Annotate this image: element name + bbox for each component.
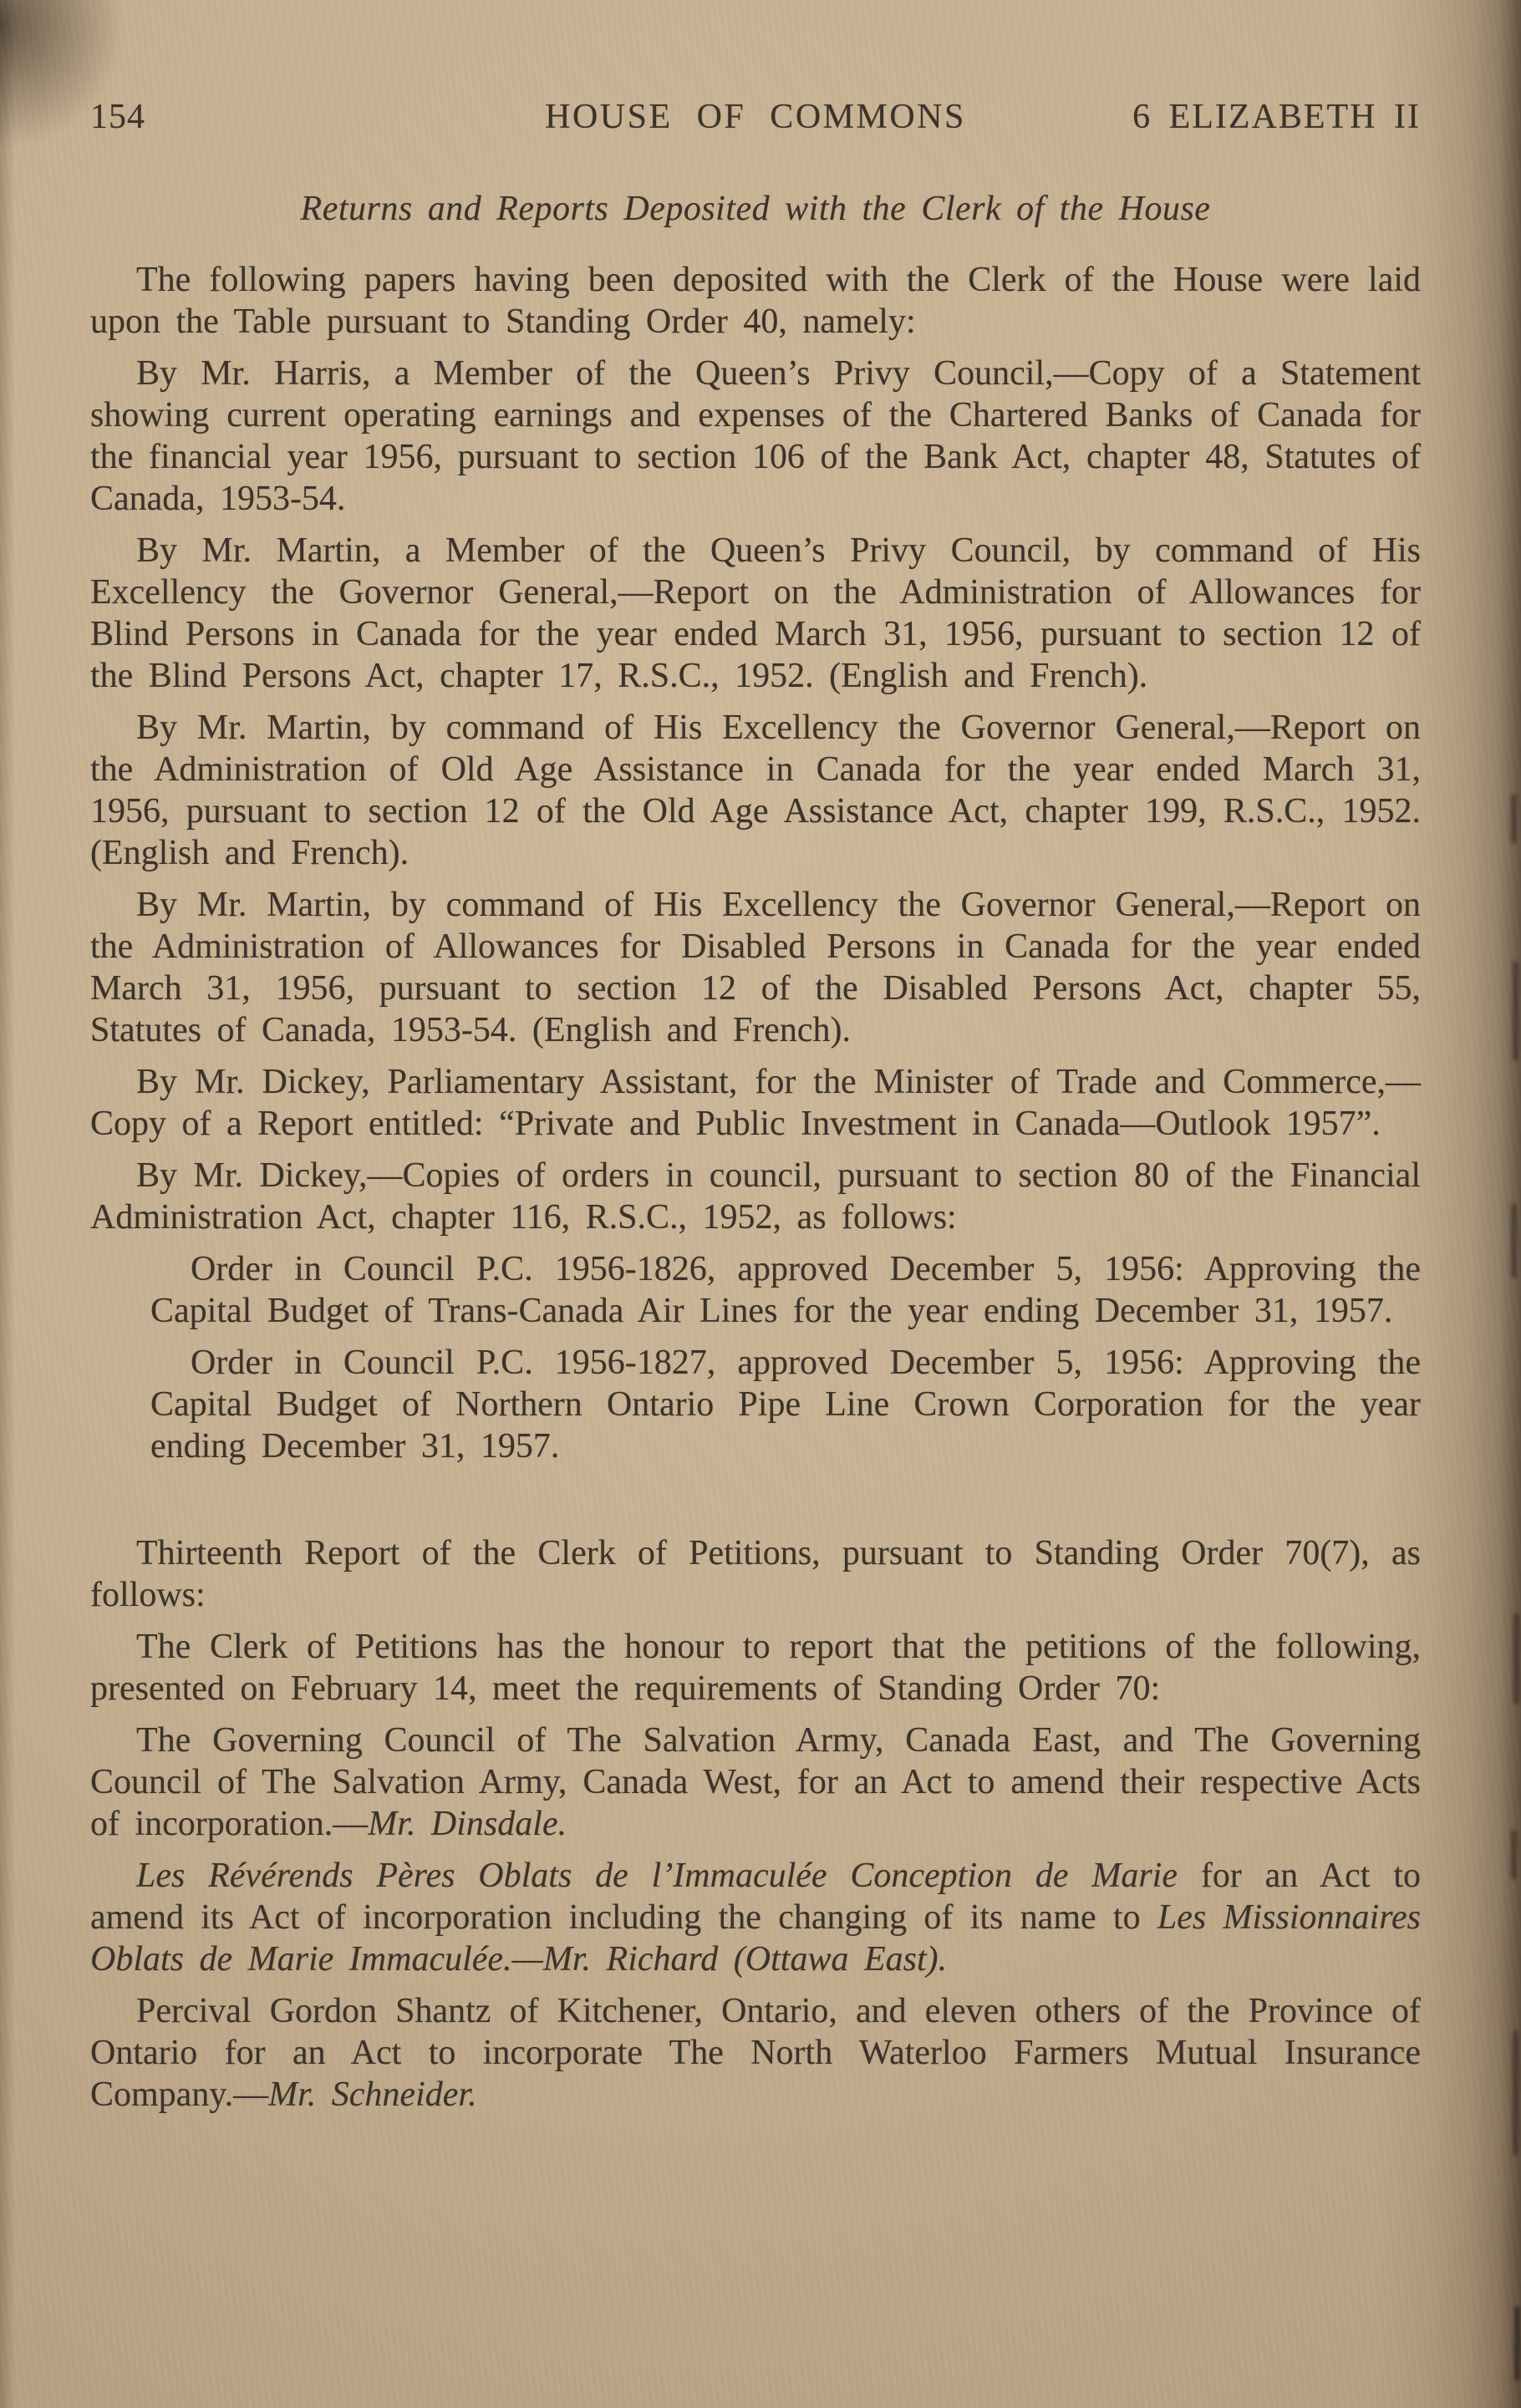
petition-oblats xyxy=(90,1855,1421,1980)
text-run: The Governing Council of The Salvation Army, Canada East, and The Governing Council of The Salvation Army, Canada West, for an Act to amend their respective Acts of incorporation.— xyxy=(90,1721,1421,1843)
order-in-council-1956-1826 xyxy=(150,1248,1421,1332)
paragraph-dickey-investment-report xyxy=(90,1061,1421,1145)
text-run: By Mr. Harris, a Member of the Queen’s Privy Council,—Copy of a Statement showing current operating earnings and expenses of the Chartered Banks of Canada for the financial year 1956, pursuant to section 106 of the Bank Act, chapter 48, Statutes of Canada, 1953-54. xyxy=(90,354,1421,518)
paragraph-dickey-orders-in-council xyxy=(90,1155,1421,1238)
scan-artifact xyxy=(1513,2030,1518,2156)
text-run: By Mr. Martin, a Member of the Queen’s Privy Council, by command of His Excellency the Governor General,—Report on the Administration of Allowances for Blind Persons in Canada for the year ended March 31, 1956, pursuant to section 12 of the Blind Persons Act, chapter 17, R.S.C., 1952. (English and French). xyxy=(90,531,1421,695)
scan-artifact xyxy=(1511,794,1517,844)
text-run: By Mr. Martin, by command of His Excellency the Governor General,—Report on the Administration of Old Age Assistance in Canada for the year ended March 31, 1956, pursuant to section 12 of the Old Age Assistance Act, chapter 199, R.S.C., 1952. (English and French). xyxy=(90,709,1421,872)
scan-artifact xyxy=(1514,2306,1520,2381)
scan-artifact xyxy=(1513,961,1518,1061)
paragraph-intro xyxy=(90,259,1421,343)
scan-artifact xyxy=(1511,1203,1517,1278)
scan-artifact xyxy=(1511,1830,1517,1880)
page-number: 154 xyxy=(90,98,145,136)
paragraph-martin-blind-persons xyxy=(90,530,1421,697)
text-run: By Mr. Dickey, Parliamentary Assistant, for the Minister of Trade and Commerce,—Copy of a Report entitled: “Private and Public Investment in Canada—Outlook 1957”. xyxy=(90,1063,1421,1143)
text-run: The following papers having been deposited with the Clerk of the House were laid upon the Table pursuant to Standing Order 40, namely: xyxy=(90,261,1421,341)
scan-artifact xyxy=(1513,1613,1519,1704)
paragraph-thirteenth-report xyxy=(90,1532,1421,1616)
text-run: Thirteenth Report of the Clerk of Petitions, pursuant to Standing Order 70(7), as follows: xyxy=(90,1534,1421,1614)
petition-shantz xyxy=(90,1990,1421,2116)
text-run: Percival Gordon Shantz of Kitchener, Ontario, and eleven others of the Province of Ontario for an Act to incorporate The North Waterloo Farmers Mutual Insurance Company.— xyxy=(90,1992,1421,2114)
paragraph-harris-chartered-banks xyxy=(90,353,1421,520)
text-run: By Mr. Martin, by command of His Excellency the Governor General,—Report on the Administration of Allowances for Disabled Persons in Canada for the year ended March 31, 1956, pursuant to section 12 of the Disabled Persons Act, chapter 55, Statutes of Canada, 1953-54. (English and French). xyxy=(90,886,1421,1049)
paragraph-martin-disabled-persons xyxy=(90,884,1421,1051)
italic-text-run: Les Missionnaires Oblats de Marie Immaculée.—Mr. Richard (Ottawa East). xyxy=(90,1898,1421,1979)
petition-salvation-army xyxy=(90,1720,1421,1845)
running-title: HOUSE OF COMMONS xyxy=(545,98,966,136)
paragraph-martin-old-age xyxy=(90,707,1421,874)
italic-text-run: Mr. Dinsdale. xyxy=(368,1805,567,1843)
text-run: Order in Council P.C. 1956-1827, approved December 5, 1956: Approving the Capital Budget of Northern Ontario Pipe Line Crown Corporation for the year ending December 31, 1957. xyxy=(150,1344,1421,1466)
section-title: Returns and Reports Deposited with the Clerk of the House xyxy=(300,190,1211,228)
regnal-year-label: 6 ELIZABETH II xyxy=(1132,98,1421,136)
text-run: The Clerk of Petitions has the honour to report that the petitions of the following, presented on February 14, meet the requirements of Standing Order 70: xyxy=(90,1628,1421,1708)
text-run: Order in Council P.C. 1956-1826, approved December 5, 1956: Approving the Capital Budget of Trans-Canada Air Lines for the year ending December 31, 1957. xyxy=(150,1250,1421,1330)
order-in-council-1956-1827 xyxy=(150,1342,1421,1467)
paragraph-clerk-of-petitions xyxy=(90,1626,1421,1709)
italic-text-run: Les Révérends Pères Oblats de l’Immaculée Conception de Marie xyxy=(136,1857,1178,1895)
page-content xyxy=(90,0,1421,2116)
page-header xyxy=(90,0,1421,137)
document-body xyxy=(90,259,1421,2116)
text-run: By Mr. Dickey,—Copies of orders in council, pursuant to section 80 of the Financial Administration Act, chapter 116, R.S.C., 1952, as follows: xyxy=(90,1156,1421,1237)
text-run: for an Act to amend its Act of incorporation including the changing of its name to xyxy=(90,1857,1421,1937)
italic-text-run: Mr. Schneider. xyxy=(268,2075,477,2114)
